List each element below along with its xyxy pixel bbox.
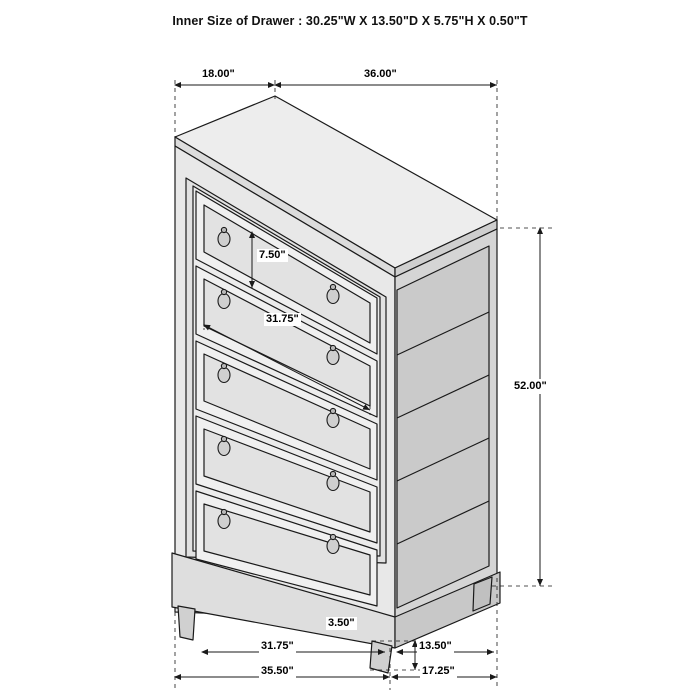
dim-label-overall-depth: 17.25" [422, 665, 455, 677]
dim-label-overall-width: 35.50" [261, 665, 294, 677]
dim-label-drawer-height: 7.50" [259, 249, 286, 261]
dim-label-overall-height: 52.00" [514, 380, 547, 392]
dim-label-leg-height: 3.50" [328, 617, 355, 629]
dim-label-top-width: 36.00" [364, 68, 397, 80]
dim-label-drawer-width: 31.75" [266, 313, 299, 325]
dim-label-top-depth: 18.00" [202, 68, 235, 80]
dim-label-front-base-width: 31.75" [261, 640, 294, 652]
side-inner-frame [397, 246, 489, 608]
page-title: Inner Size of Drawer : 30.25"W X 13.50"D X 5.75"H X 0.50"T [172, 14, 528, 28]
leg-front-left [178, 606, 195, 640]
leg-front-right [370, 641, 392, 673]
chest-body [172, 96, 500, 673]
dim-label-side-base-depth: 13.50" [419, 640, 452, 652]
